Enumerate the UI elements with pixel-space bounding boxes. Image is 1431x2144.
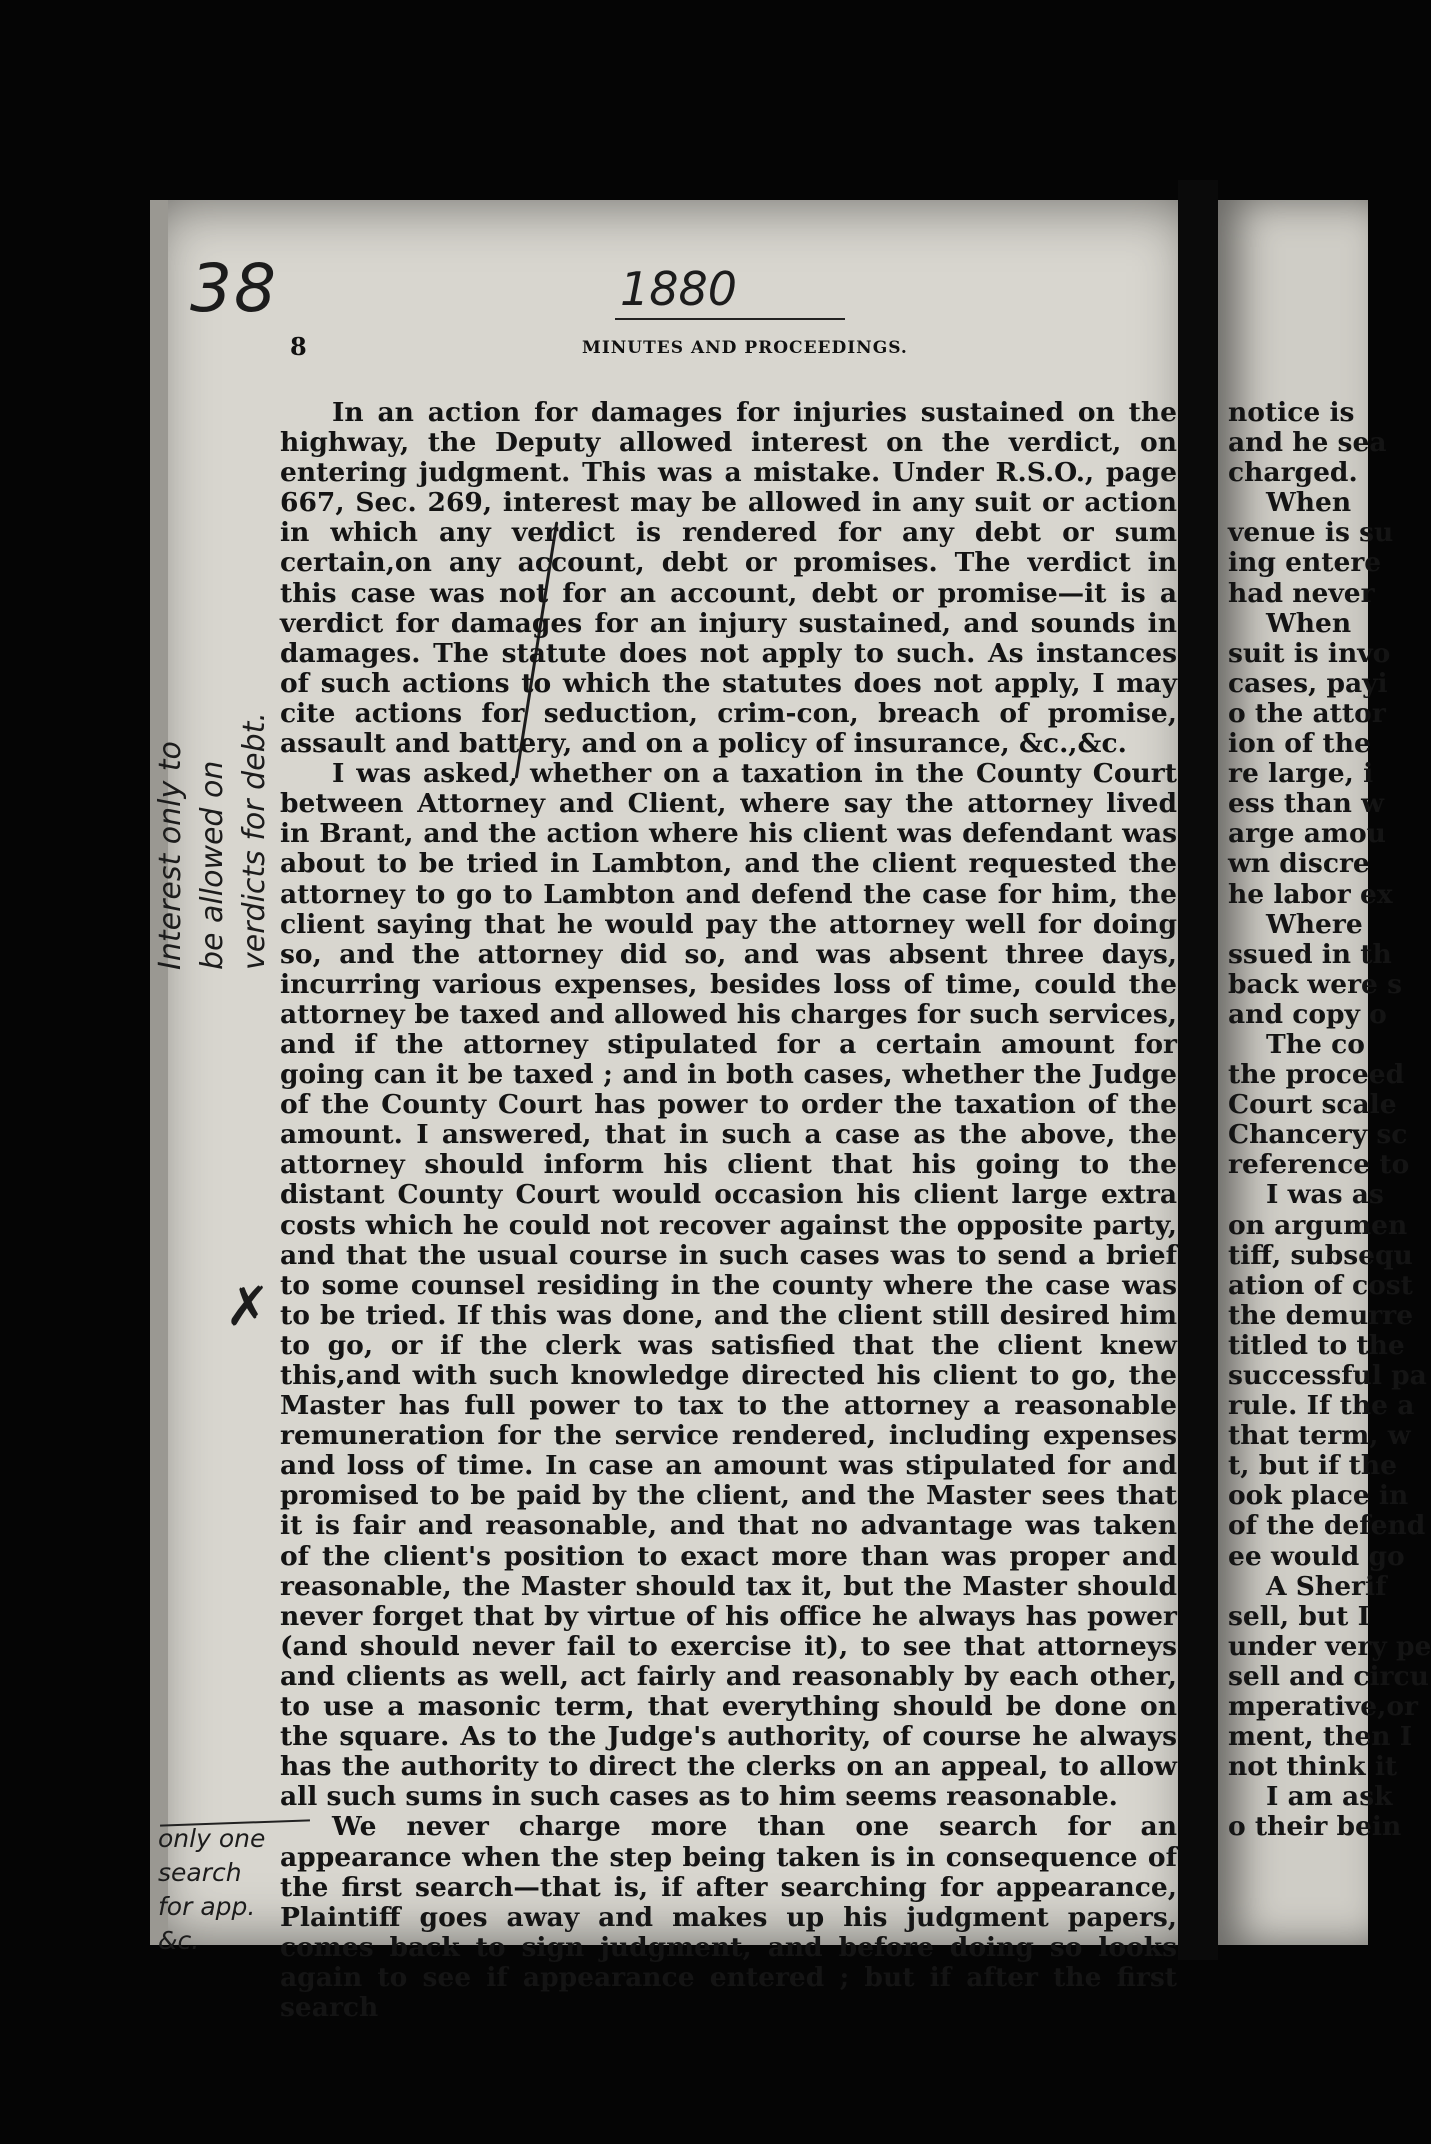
right-page-line: re large, i <box>1228 758 1374 790</box>
right-page-line: ing entere <box>1228 547 1382 579</box>
right-page-line: that term, w <box>1228 1420 1411 1452</box>
right-page-line: sell and circu <box>1228 1660 1429 1692</box>
right-page-line: When <box>1266 487 1352 519</box>
right-page-line: ment, then I <box>1228 1721 1413 1753</box>
margin-note-line: be allowed on <box>195 760 230 970</box>
right-page-line: the demurre <box>1228 1299 1414 1331</box>
right-page-line: successful pa <box>1228 1360 1427 1391</box>
right-page-line: sell, but I <box>1228 1600 1371 1632</box>
handwritten-year: 1880 <box>620 262 738 316</box>
margin-note-line: search <box>158 1858 242 1887</box>
right-page-line: ation of cost <box>1228 1269 1413 1301</box>
right-page-line: suit is invo <box>1228 637 1391 669</box>
paragraph-taxation: I was asked, whether on a taxation in the County Court between Attorney and Client, where say the attorney lived in Brant, and the action where his client was defendant was about to be tried in Lambton, and the client requested the attorney to go to Lambton and defend the case for him, the client saying that he would pay the attorney well for doing so, and the attorney did so, and was absent three days, incurring various expenses, besides loss of time, could the attorney be taxed and allowed his charges for such services, and if the attorney stipulated for a certain amount for going can it be taxed ; and in both cases, whether the Judge of the County Court has power to order the taxation of the amount. I answered, that in such a case as the above, the attorney should inform his client that his going to the distant County Court would occasion his client large extra costs which he could not recover against the opposite party, and that the usual course in such cases was to send a brief to some counsel residing in the county where the case was to be tried. If this was done, and the client still desired him to go, or if the clerk was satisfied that the client knew this,and with such knowledge directed his client to go, the Master has full power to tax to the attorney a reasonable remuneration for the service rendered, including expenses and loss of time. In case an amount was stipulated for and promised to be paid by the client, and the Master sees that it is fair and reasonable, and that no advantage was taken of the client's position to exact more than was proper and reasonable, the Master should tax it, but the Master should never forget that by virtue of his office he always has power (and should never fail to exercise it), to see that attorneys and clients as well, act fairly and reasonably by each other, to use a masonic term, that everything should be done on the square. As to the Judge's authority, of course he always has the authority to direct the clerks on an appeal, to allow all such sums in such cases as to him seems reasonable. <box>280 758 1177 1813</box>
body-text <box>280 398 1177 2023</box>
handwritten-folio-number: 38 <box>190 250 278 327</box>
right-page-line: o their bein <box>1228 1811 1402 1843</box>
right-page-line: charged. <box>1228 457 1358 489</box>
right-page-line: arge amou <box>1228 818 1386 850</box>
margin-note-line: verdicts for debt. <box>237 712 272 970</box>
right-page-line: The co <box>1266 1028 1365 1060</box>
right-page-line: Court scale <box>1228 1089 1397 1121</box>
right-page-line: wn discre <box>1228 848 1370 880</box>
right-page-line: venue is su <box>1228 517 1394 549</box>
margin-note-line: Interest only to <box>153 741 188 970</box>
right-page-line: Chancery sc <box>1228 1119 1408 1151</box>
right-page-line: reference to <box>1228 1149 1410 1181</box>
running-head: MINUTES AND PROCEEDINGS. <box>582 338 908 358</box>
right-page-line: I am ask <box>1266 1781 1393 1813</box>
right-page-line: When <box>1266 607 1352 639</box>
paragraph-interest: In an action for damages for injuries sustained on the highway, the Deputy allowed interest on the verdict, on entering judgment. This was a mistake. Under R.S.O., page 667, Sec. 269, interest may be allowed in any suit or action in which any verdict is rendered for any debt or sum certain,on any account, debt or promises. The verdict in this case was not for an account, debt or promise—it is a verdict for damages for an injury sustained, and sounds in damages. The statute does not apply to such. As instances of such actions to which the statutes does not apply, I may cite actions for seduction, crim-con, breach of promise, assault and battery, and on a policy of insurance, &c.,&c. <box>280 397 1177 760</box>
right-page-line: under very pe <box>1228 1630 1431 1662</box>
margin-note-line: for app. <box>158 1892 256 1921</box>
year-underline <box>615 318 845 320</box>
right-page-line: back were s <box>1228 968 1403 1000</box>
right-page-line: he labor ex <box>1228 878 1393 910</box>
page-number: 8 <box>290 332 307 361</box>
margin-annotation-interest <box>150 410 300 970</box>
right-page-line: o the attor <box>1228 697 1386 729</box>
right-page-line: of the defend <box>1228 1510 1426 1542</box>
right-page-line: titled to the <box>1228 1329 1405 1361</box>
right-page-line: I was as <box>1266 1179 1384 1211</box>
paragraph-search: We never charge more than one search for an appearance when the step being taken is in consequence of the first search—that is, if after searching for appearance, Plaintiff goes away and makes up his judgment papers, comes back to sign judgment, and before doing so looks again to see if appearance entered ; but if after the first search <box>280 1811 1177 2023</box>
right-page-line: tiff, subsequ <box>1228 1239 1413 1271</box>
right-page-line: t, but if the <box>1228 1450 1398 1482</box>
right-page-line: Where <box>1266 908 1363 940</box>
right-page-line: A Sherif <box>1266 1570 1387 1602</box>
right-page-line: rule. If the a <box>1228 1390 1415 1422</box>
right-page-text <box>1228 397 1431 1843</box>
right-page-line: on argumen <box>1228 1209 1408 1241</box>
right-page-line: the proceed <box>1228 1059 1405 1091</box>
right-page-line: and copy o <box>1228 998 1387 1030</box>
cross-mark: ✗ <box>225 1275 271 1338</box>
right-page-line: not think it <box>1228 1751 1398 1783</box>
right-page-line: ess than w <box>1228 788 1384 820</box>
margin-annotation-search <box>158 1822 283 1958</box>
right-page-line: ssued in th <box>1228 938 1392 970</box>
right-page-line: notice is <box>1228 397 1355 428</box>
right-page-line: had never <box>1228 577 1375 609</box>
right-page-line: ee would go <box>1228 1540 1405 1572</box>
right-page-line: ion of the <box>1228 728 1371 760</box>
margin-note-line: only one <box>158 1824 266 1853</box>
right-page-line: mperative,or <box>1228 1691 1418 1723</box>
book-gutter <box>1178 180 1218 1960</box>
right-page-line: cases, payi <box>1228 667 1388 699</box>
right-page-line: ook place in <box>1228 1480 1409 1512</box>
right-page-line: and he sea <box>1228 427 1387 459</box>
margin-note-line: &c. <box>158 1926 200 1955</box>
